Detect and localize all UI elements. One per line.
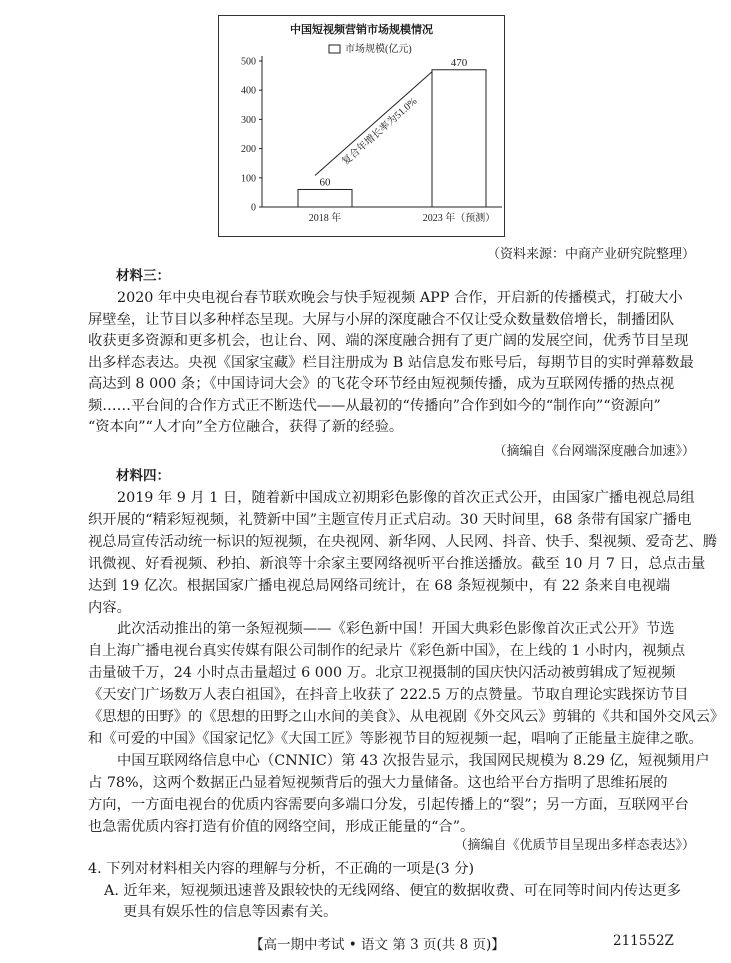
text-line: 视总局宣传活动统一标识的短视频，在央视网、新华网、人民网、抖音、快手、梨视频、爱奇艺、腾 bbox=[88, 533, 718, 550]
y-tick-label: 100 bbox=[241, 173, 256, 185]
bar bbox=[298, 189, 352, 207]
text-line: 和《可爱的中国》《国家记忆》《大国工匠》等影视节目的短视频一起，唱响了正能量主旋律之歌。 bbox=[88, 730, 703, 747]
material-four-source: （摘编自《优质节目呈现出多样态表达》） bbox=[454, 838, 695, 853]
material-three-source: （摘编自《台网端深度融合加速》） bbox=[493, 444, 695, 459]
y-tick-label: 500 bbox=[241, 56, 256, 68]
x-tick-label: 2023 年（预测） bbox=[422, 213, 496, 224]
text-line: 屏壁垒，让节目以多种样态呈现。大屏与小屏的深度融合不仅让受众数量数倍增长，制播团队 bbox=[88, 311, 675, 328]
material-three-heading: 材料三： bbox=[116, 268, 170, 284]
y-tick-label: 400 bbox=[241, 85, 256, 97]
legend-label: 市场规模(亿元) bbox=[345, 44, 412, 55]
y-tick-label: 300 bbox=[241, 114, 256, 126]
data-label: 60 bbox=[319, 176, 331, 189]
text-line: 中国互联网络信息中心（CNNIC）第 43 次报告显示，我国网民规模为 8.29 亿，短视频用户 bbox=[117, 752, 710, 769]
bar bbox=[432, 70, 486, 207]
y-tick-label: 0 bbox=[251, 202, 256, 214]
text-line: 高达到 8 000 条；《中国诗词大会》的飞花令环节经由短视频传播，成为互联网传播的热点视 bbox=[88, 376, 675, 392]
growth-annotation: 复合年增长率为51.0% bbox=[340, 95, 420, 168]
text-line: 频……平台间的合作方式正不断迭代——从最初的“传播向”合作到如今的“制作向”“资源向” bbox=[88, 397, 661, 414]
growth-line bbox=[315, 72, 432, 176]
text-line: 讯微视、好看视频、秒拍、新浪等十余家主要网络视听平台推送播放。截至 10 月 7 日，总点击量 bbox=[88, 555, 706, 572]
text-line: 2019 年 9 月 1 日，随着新中国成立初期彩色影像的首次正式公开，由国家广播电视总局组 bbox=[117, 490, 695, 506]
option-a-line1: A. 近年来，短视频迅速普及跟较快的无线网络、便宜的数据收费、可在同等时间内传达更多 bbox=[104, 883, 681, 899]
chart-plot bbox=[219, 16, 504, 236]
page-footer: 【高一期中考试 • 语文 第 3 页(共 8 页)】 bbox=[250, 937, 505, 953]
option-a-line2: 更具有娱乐性的信息等因素有关。 bbox=[123, 904, 338, 920]
text-line: “资本向”“人才向”全方位融合，获得了新的经验。 bbox=[88, 419, 404, 435]
text-line: 《思想的田野》的《思想的田野之山水间的美食》、从电视剧《外交风云》剪辑的《共和国外交风云》 bbox=[88, 709, 725, 725]
text-line: 占 78%，这两个数据正凸显着短视频背后的强大力量储备。这也给平台方指明了思维拓展的 bbox=[88, 774, 668, 791]
y-tick-label: 200 bbox=[241, 144, 256, 156]
text-line: 出多样态表达。央视《国家宝藏》栏目注册成为 B 站信息发布账号后，每期节目的实时弹幕数最 bbox=[88, 354, 694, 371]
material-four-heading: 材料四： bbox=[116, 468, 170, 484]
text-line: 此次活动推出的第一条短视频——《彩色新中国！开国大典彩色影像首次正式公开》节选 bbox=[117, 621, 675, 638]
text-line: 收获更多资源和更多机会，也让台、网、端的深度融合拥有了更广阔的发展空间，优秀节目呈现 bbox=[88, 333, 689, 349]
text-line: 方向，一方面电视台的优质内容需要向多端口分发，引起传播上的“裂”；另一方面，互联网平台 bbox=[88, 796, 689, 813]
text-line: 达到 19 亿次。根据国家广播电视总局网络司统计，在 68 条短视频中，有 22 条来自电视端 bbox=[88, 577, 671, 594]
text-line: 内容。 bbox=[88, 599, 131, 616]
text-line: 《天安门广场数万人表白祖国》，在抖音上收获了 222.5 万的点赞量。节取自理论实践探访节目 bbox=[88, 687, 689, 704]
exam-code: 211552Z bbox=[613, 933, 674, 949]
text-line: 也急需优质内容打造有价值的网络空间，形成正能量的“合”。 bbox=[88, 818, 475, 835]
text-line: 织开展的“精彩短视频，礼赞新中国”主题宣传月正式启动。30 天时间里，68 条带有国家广播电 bbox=[88, 511, 692, 528]
market-size-chart bbox=[218, 15, 505, 237]
x-tick-label: 2018 年 bbox=[308, 213, 342, 224]
text-line: 2020 年中央电视台春节联欢晚会与快手短视频 APP 合作，开启新的传播模式，打破大小 bbox=[117, 290, 683, 306]
text-line: 自上海广播电视台真实传媒有限公司制作的纪录片《彩色新中国》，在上线的 1 小时内，视频点 bbox=[88, 643, 686, 660]
legend-swatch bbox=[329, 45, 340, 53]
chart-source-note: （资料来源：中商产业研究院整理） bbox=[486, 247, 695, 262]
text-line: 击量破千万，24 小时点击量超过 6 000 万。北京卫视摄制的国庆快闪活动被剪辑成了短视频 bbox=[88, 665, 676, 682]
data-label: 470 bbox=[450, 56, 468, 69]
chart-title: 中国短视频营销市场规模情况 bbox=[290, 23, 433, 36]
question-stem: 4. 下列对材料相关内容的理解与分析，不正确的一项是(3 分) bbox=[88, 861, 475, 877]
